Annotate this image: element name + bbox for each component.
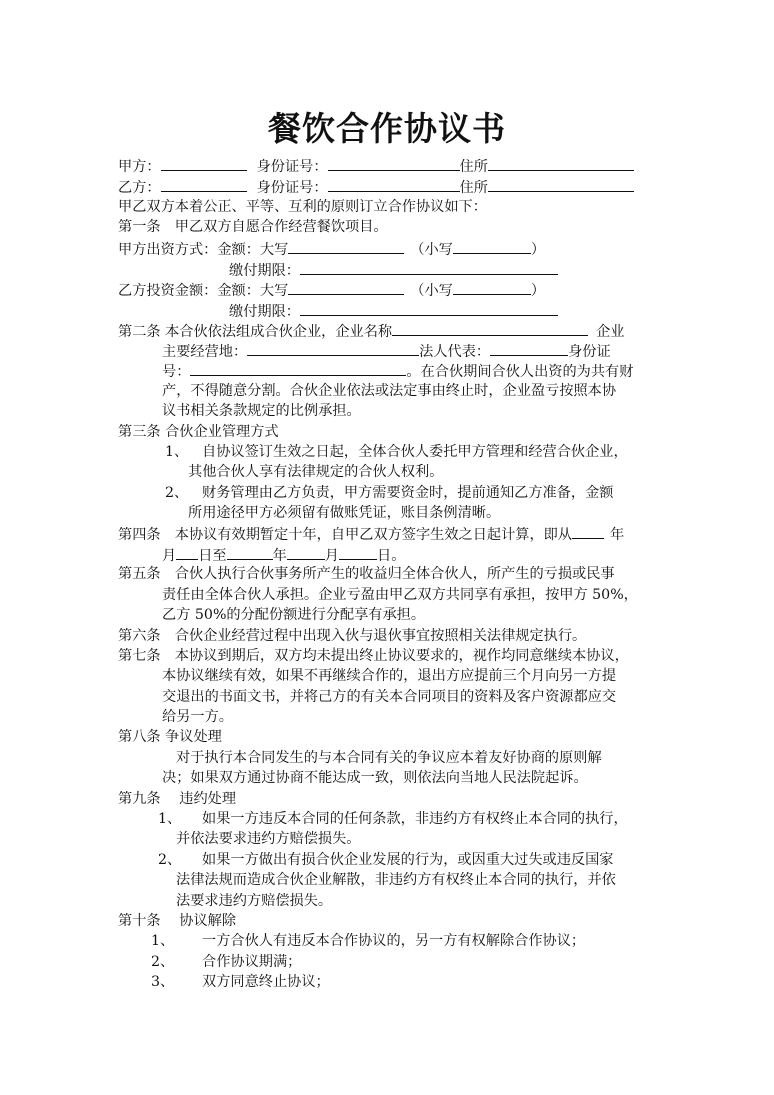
article-2-line5: 议书相关条款规定的比例承担。 (162, 403, 361, 419)
article-9-head: 第九条 违约处理 (118, 791, 237, 807)
article-9-item2-line1: 如果一方做出有损合伙企业发展的行为，或因重大过失或违反国家 (202, 852, 614, 868)
article-2-line3-tail: 。在合伙期间合伙人出资的为共有财 (406, 364, 634, 380)
document-title: 餐饮合作协议书 (268, 109, 506, 148)
legal-rep-blank[interactable] (490, 340, 568, 356)
party-b-line (118, 176, 634, 197)
article-8-line2: 决；如果双方通过协商不能达成一致，则依法向当地人民法院起诉。 (162, 770, 588, 786)
party-a-due-label: 缴付期限： (229, 263, 300, 279)
legal-rep-id-label-2: 号： (162, 364, 191, 380)
article-4-line1 (118, 523, 624, 544)
article-7-line3: 交退出的书面文书，并将己方的有关本合同项目的资料及客户资源都应交 (162, 689, 617, 705)
end-month-blank[interactable] (287, 544, 325, 560)
party-b-name-blank[interactable] (161, 176, 247, 192)
business-place-label: 主要经营地： (162, 344, 248, 360)
article-9-item1-num: 1、 (158, 811, 182, 827)
legal-rep-label: 法人代表： (419, 344, 491, 360)
article-3-item2-num: 2、 (165, 485, 189, 501)
party-a-amount-upper-blank[interactable] (288, 238, 404, 254)
party-a-close-paren: ） (530, 242, 546, 258)
party-a-lower-label: （小写 (410, 242, 453, 258)
party-a-name-blank[interactable] (161, 155, 247, 171)
article-3-item1-line2: 其他合伙人享有法律规定的合伙人权利。 (188, 464, 444, 480)
article-4-text: 第四条 本协议有效期暂定十年，自甲乙双方签字生效之日起计算，即从 (118, 527, 573, 543)
article-2-head-tail: 企业 (596, 324, 625, 340)
article-9-item1-line1: 如果一方违反本合同的任何条款，非违约方有权终止本合同的执行， (202, 811, 628, 827)
article-10-item2-num: 2、 (151, 954, 175, 970)
article-2-line3 (162, 360, 633, 381)
article-5-line3: 乙方 50%的分配份额进行分配享有承担。 (162, 607, 426, 623)
start-year-blank[interactable] (572, 523, 604, 539)
article-3-item2-line2: 所用途径甲方必须留有做账凭证，账目条例清晰。 (188, 505, 501, 521)
party-a-line (118, 155, 634, 176)
party-a-id-blank[interactable] (328, 155, 460, 171)
end-year-label: 年 (272, 548, 287, 564)
article-5-line1: 第五条 合伙人执行合伙事务所产生的收益归全体合伙人，所产生的亏损或民事 (118, 566, 615, 582)
party-a-investment-label: 甲方出资方式：金额：大写 (118, 242, 289, 258)
party-b-investment-label: 乙方投资金额：金额：大写 (118, 283, 289, 299)
article-10-item2: 合作协议期满； (202, 954, 302, 970)
business-place-blank[interactable] (247, 340, 419, 356)
party-b-id-label: 身份证号： (256, 180, 328, 196)
article-3-item1-num: 1、 (165, 444, 189, 460)
article-3-head: 第三条 合伙企业管理方式 (118, 424, 279, 440)
article-9-item2-num: 2、 (158, 852, 182, 868)
article-9-item2-line3: 法要求违约方赔偿损失。 (176, 893, 333, 909)
start-month-label: 月 (162, 548, 177, 564)
article-1: 第一条 甲乙双方自愿合作经营餐饮项目。 (118, 219, 388, 235)
day-to-label: 日至 (198, 548, 227, 564)
article-9-item2-line2: 法律法规而造成合伙企业解散，非违约方有权终止本合同的执行，并依 (176, 872, 616, 888)
party-b-amount-upper-blank[interactable] (288, 279, 404, 295)
company-name-blank[interactable] (392, 320, 588, 336)
preamble: 甲乙双方本着公正、平等、互利的原则订立合作协议如下： (118, 199, 487, 215)
article-7-line2: 本协议继续有效，如果不再继续合作的，退出方应提前三个月向另一方提 (162, 668, 617, 684)
start-day-blank[interactable] (176, 544, 198, 560)
party-b-id-blank[interactable] (328, 176, 460, 192)
party-a-due-line (229, 259, 558, 280)
article-10-item3-num: 3、 (151, 974, 175, 990)
party-a-id-label: 身份证号： (256, 159, 328, 175)
party-a-investment-line (118, 238, 545, 259)
article-9-item1-line2: 并依法要求违约方赔偿损失。 (176, 831, 361, 847)
end-month-label: 月 (324, 548, 339, 564)
article-2-line4: 产，不得随意分割。合伙企业依法或法定事由终止时，企业盈亏按照本协 (162, 383, 617, 399)
party-b-address-label: 住所 (459, 180, 488, 196)
article-10-item1-num: 1、 (151, 933, 175, 949)
article-10-head: 第十条 协议解除 (118, 913, 237, 929)
party-b-amount-lower-blank[interactable] (453, 279, 531, 295)
end-day-blank[interactable] (339, 544, 377, 560)
end-year-blank[interactable] (227, 544, 273, 560)
article-8-head: 第八条 争议处理 (118, 729, 222, 745)
legal-rep-id-label: 身份证 (568, 344, 611, 360)
party-b-label: 乙方： (118, 180, 161, 196)
article-5-line2: 责任由全体合伙人承担。企业亏盈由甲乙双方共同享有承担，按甲方 50%， (162, 587, 638, 603)
article-7-line1: 第七条 本协议到期后，双方均未提出终止协议要求的，视作均同意继续本协议， (118, 648, 629, 664)
party-b-due-line (229, 300, 558, 321)
article-10-item3: 双方同意终止协议； (202, 974, 330, 990)
party-a-due-blank[interactable] (300, 259, 558, 275)
year-label: 年 (610, 527, 625, 543)
party-b-investment-line (118, 279, 545, 300)
article-4-line2 (162, 544, 405, 565)
party-a-address-blank[interactable] (488, 155, 634, 171)
legal-rep-id-blank[interactable] (190, 360, 406, 376)
party-a-address-label: 住所 (459, 159, 488, 175)
article-7-line4: 给另一方。 (162, 709, 233, 725)
article-10-item1: 一方合伙人有违反本合作协议的，另一方有权解除合作协议； (202, 933, 586, 949)
article-3-item1-line1: 自协议签订生效之日起，全体合伙人委托甲方管理和经营合伙企业， (202, 444, 628, 460)
article-2-text: 第二条 本合伙依法组成合伙企业，企业名称 (118, 324, 393, 340)
party-b-due-blank[interactable] (300, 300, 558, 316)
party-a-amount-lower-blank[interactable] (453, 238, 531, 254)
article-6: 第六条 合伙企业经营过程中出现入伙与退伙事宜按照相关法律规定执行。 (118, 628, 587, 644)
article-3-item2-line1: 财务管理由乙方负责，甲方需要资金时，提前通知乙方准备，金额 (202, 485, 614, 501)
party-b-lower-label: （小写 (410, 283, 453, 299)
party-a-label: 甲方： (118, 159, 161, 175)
party-b-address-blank[interactable] (488, 176, 634, 192)
end-day-label: 日。 (377, 548, 406, 564)
article-8-line1: 对于执行本合同发生的与本合同有关的争议应本着友好协商的原则解 (176, 750, 602, 766)
party-b-due-label: 缴付期限： (229, 304, 300, 320)
article-2-line2 (162, 340, 611, 361)
article-2-head (118, 320, 624, 341)
party-b-close-paren: ） (530, 283, 546, 299)
